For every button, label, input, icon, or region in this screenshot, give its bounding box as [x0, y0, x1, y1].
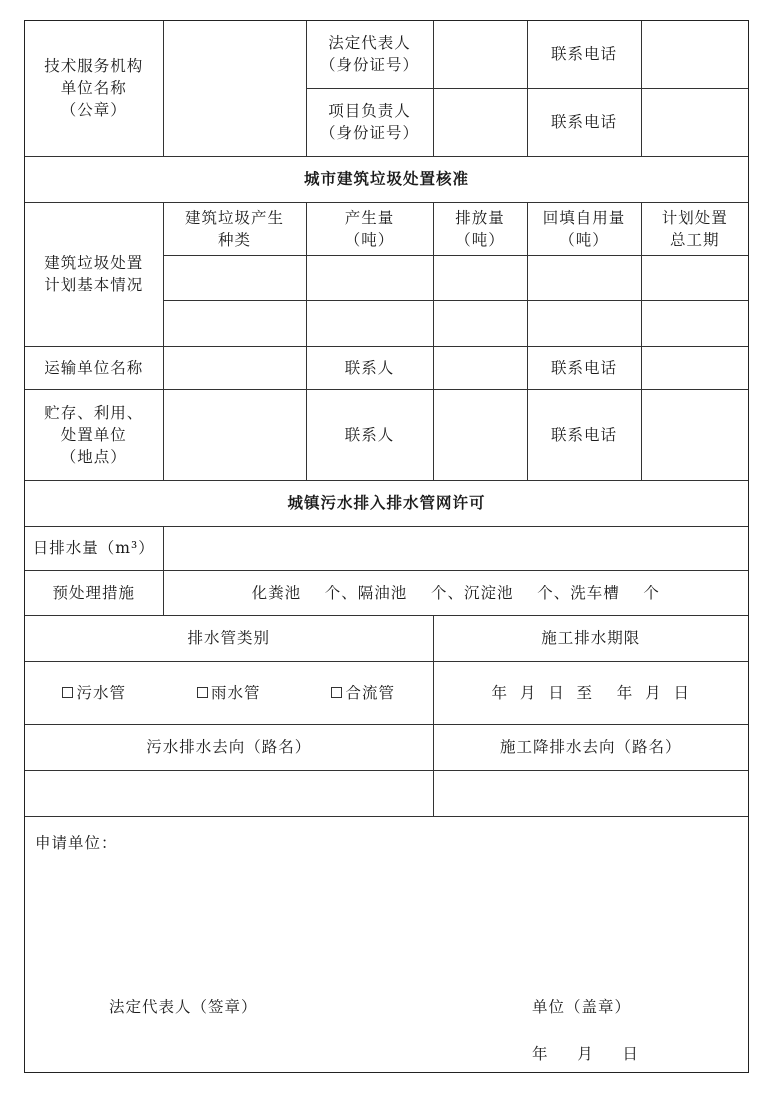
discharge-period-label: 施工排水期限: [433, 615, 748, 661]
project-lead-phone-cell[interactable]: [641, 88, 748, 156]
waste-cell[interactable]: [306, 300, 433, 346]
applicant-section: [25, 817, 748, 1075]
waste-cell[interactable]: [163, 300, 306, 346]
sewage-pipe-checkbox[interactable]: 污水管: [62, 682, 126, 704]
pipe-type-options: [25, 661, 433, 724]
pipe-type-label: 排水管类别: [25, 615, 433, 661]
waste-cell[interactable]: [641, 300, 748, 346]
checkbox-icon: [331, 687, 342, 698]
sewage-direction-label: 污水排水去向（路名）: [25, 724, 433, 770]
legal-rep-phone-label: 联系电话: [527, 21, 641, 88]
sign-date[interactable]: 年 月 日: [532, 1044, 640, 1063]
sewage-section-title: 城镇污水排入排水管网许可: [25, 480, 748, 526]
transport-phone-cell[interactable]: [641, 346, 748, 389]
waste-type-header: 建筑垃圾产生 种类: [163, 202, 306, 255]
checkbox-icon: [197, 687, 208, 698]
transport-unit-label: 运输单位名称: [25, 346, 163, 389]
waste-cell[interactable]: [163, 255, 306, 300]
waste-schedule-header: 计划处置 总工期: [641, 202, 748, 255]
waste-plan-label: 建筑垃圾处置 计划基本情况: [25, 202, 163, 346]
legal-rep-phone-cell[interactable]: [641, 21, 748, 88]
legal-rep-id-cell[interactable]: [433, 21, 527, 88]
sewage-direction-cell[interactable]: [25, 770, 433, 816]
project-lead-label: 项目负责人 （身份证号）: [306, 88, 433, 156]
daily-discharge-cell[interactable]: [163, 526, 748, 570]
pretreatment-label: 预处理措施: [25, 570, 163, 615]
transport-unit-cell[interactable]: [163, 346, 306, 389]
waste-cell[interactable]: [433, 255, 527, 300]
daily-discharge-label: 日排水量（m³）: [25, 526, 163, 570]
construction-direction-label: 施工降排水去向（路名）: [433, 724, 748, 770]
waste-backfill-header: 回填自用量 （吨）: [527, 202, 641, 255]
storage-contact-label: 联系人: [306, 389, 433, 480]
legal-rep-label: 法定代表人 （身份证号）: [306, 21, 433, 88]
construction-direction-cell[interactable]: [433, 770, 748, 816]
storage-phone-label: 联系电话: [527, 389, 641, 480]
form-table: [25, 21, 748, 817]
waste-cell[interactable]: [641, 255, 748, 300]
org-name-label: 技术服务机构 单位名称 （公章）: [25, 21, 163, 156]
org-name-cell[interactable]: [163, 21, 306, 156]
legal-rep-signature[interactable]: 法定代表人（签章）: [109, 997, 258, 1016]
storage-unit-label: 贮存、利用、 处置单位 （地点）: [25, 389, 163, 480]
application-form: [24, 20, 749, 1073]
waste-generated-header: 产生量 （吨）: [306, 202, 433, 255]
project-lead-phone-label: 联系电话: [527, 88, 641, 156]
transport-contact-label: 联系人: [306, 346, 433, 389]
project-lead-id-cell[interactable]: [433, 88, 527, 156]
transport-phone-label: 联系电话: [527, 346, 641, 389]
waste-section-title: 城市建筑垃圾处置核准: [25, 156, 748, 202]
storage-unit-cell[interactable]: [163, 389, 306, 480]
transport-contact-cell[interactable]: [433, 346, 527, 389]
waste-cell[interactable]: [306, 255, 433, 300]
waste-cell[interactable]: [433, 300, 527, 346]
rainwater-pipe-checkbox[interactable]: 雨水管: [197, 682, 261, 704]
pretreatment-measures[interactable]: 化粪池 个、隔油池 个、沉淀池 个、洗车槽 个: [163, 570, 748, 615]
unit-seal[interactable]: 单位（盖章）: [532, 997, 632, 1016]
combined-pipe-checkbox[interactable]: 合流管: [331, 682, 395, 704]
checkbox-icon: [62, 687, 73, 698]
storage-contact-cell[interactable]: [433, 389, 527, 480]
waste-cell[interactable]: [527, 300, 641, 346]
applicant-label: 申请单位：: [35, 833, 118, 852]
storage-phone-cell[interactable]: [641, 389, 748, 480]
waste-discharged-header: 排放量 （吨）: [433, 202, 527, 255]
discharge-period-dates[interactable]: 年 月 日 至 年 月 日: [433, 661, 748, 724]
waste-cell[interactable]: [527, 255, 641, 300]
